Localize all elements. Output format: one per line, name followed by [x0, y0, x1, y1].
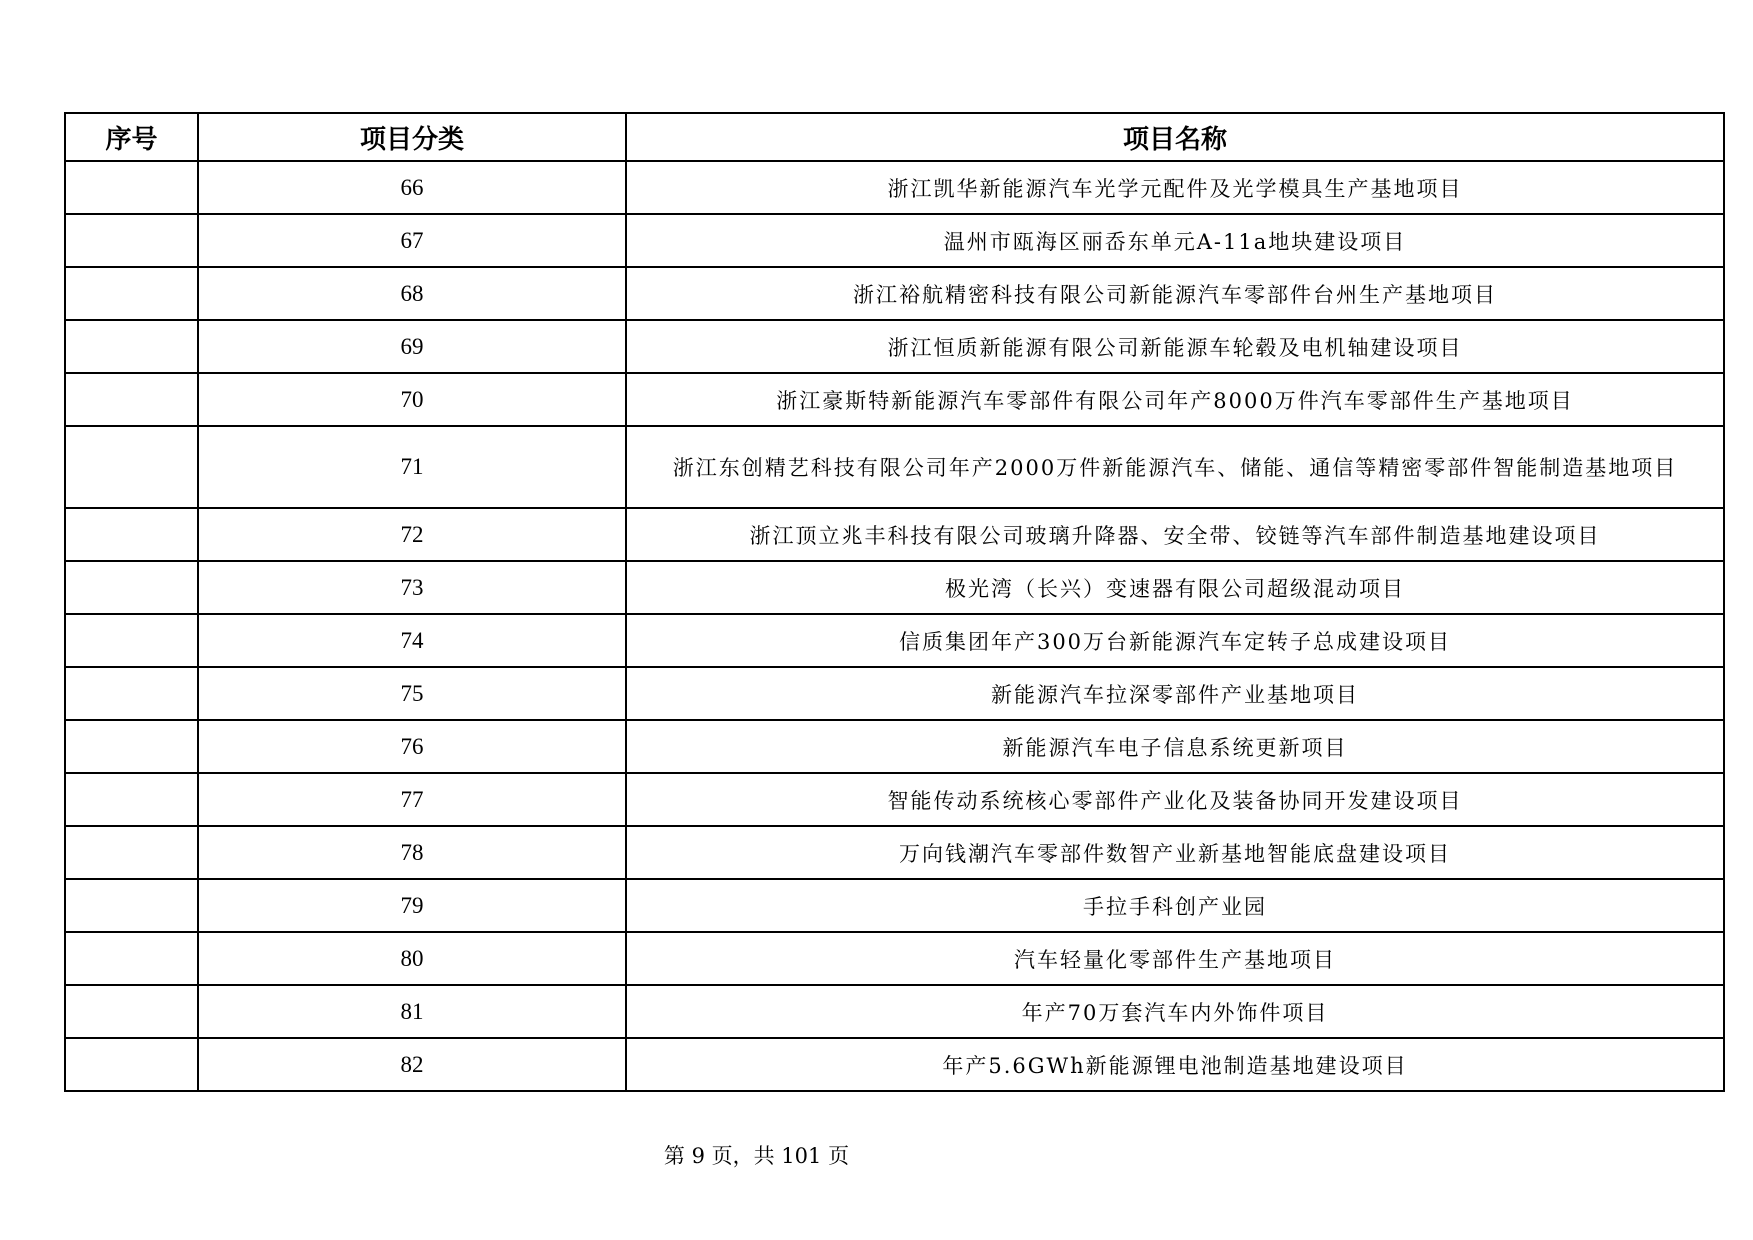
cell-category: 70 — [198, 373, 626, 426]
cell-category: 82 — [198, 1038, 626, 1091]
cell-seq — [65, 985, 198, 1038]
cell-category: 81 — [198, 985, 626, 1038]
cell-name: 信质集团年产300万台新能源汽车定转子总成建设项目 — [626, 614, 1724, 667]
cell-category: 73 — [198, 561, 626, 614]
table-row — [65, 508, 1724, 561]
cell-category: 76 — [198, 720, 626, 773]
cell-seq — [65, 773, 198, 826]
cell-seq — [65, 373, 198, 426]
cell-name: 浙江裕航精密科技有限公司新能源汽车零部件台州生产基地项目 — [626, 267, 1724, 320]
cell-seq — [65, 426, 198, 508]
cell-category: 72 — [198, 508, 626, 561]
cell-seq — [65, 1038, 198, 1091]
table-row — [65, 1038, 1724, 1091]
cell-category: 71 — [198, 426, 626, 508]
table-row — [65, 985, 1724, 1038]
table-row — [65, 667, 1724, 720]
cell-seq — [65, 161, 198, 214]
cell-seq — [65, 826, 198, 879]
cell-name: 浙江豪斯特新能源汽车零部件有限公司年产8000万件汽车零部件生产基地项目 — [626, 373, 1724, 426]
cell-seq — [65, 932, 198, 985]
cell-category: 78 — [198, 826, 626, 879]
table-row — [65, 267, 1724, 320]
project-table-container — [64, 112, 1723, 1092]
table-row — [65, 773, 1724, 826]
cell-name: 浙江东创精艺科技有限公司年产2000万件新能源汽车、储能、通信等精密零部件智能制造基地项目 — [626, 426, 1724, 508]
cell-seq — [65, 320, 198, 373]
cell-category: 75 — [198, 667, 626, 720]
cell-category: 67 — [198, 214, 626, 267]
cell-name: 极光湾（长兴）变速器有限公司超级混动项目 — [626, 561, 1724, 614]
cell-name: 浙江顶立兆丰科技有限公司玻璃升降器、安全带、铰链等汽车部件制造基地建设项目 — [626, 508, 1724, 561]
cell-name: 浙江凯华新能源汽车光学元配件及光学模具生产基地项目 — [626, 161, 1724, 214]
table-header-row — [65, 113, 1724, 161]
cell-name: 年产70万套汽车内外饰件项目 — [626, 985, 1724, 1038]
table-row — [65, 426, 1724, 508]
table-row — [65, 214, 1724, 267]
cell-name: 浙江恒质新能源有限公司新能源车轮毂及电机轴建设项目 — [626, 320, 1724, 373]
cell-seq — [65, 561, 198, 614]
cell-seq — [65, 614, 198, 667]
header-name: 项目名称 — [626, 113, 1724, 161]
cell-name: 智能传动系统核心零部件产业化及装备协同开发建设项目 — [626, 773, 1724, 826]
table-row — [65, 932, 1724, 985]
cell-name: 新能源汽车拉深零部件产业基地项目 — [626, 667, 1724, 720]
header-seq: 序号 — [65, 113, 198, 161]
cell-category: 66 — [198, 161, 626, 214]
cell-seq — [65, 879, 198, 932]
table-row — [65, 720, 1724, 773]
cell-name: 手拉手科创产业园 — [626, 879, 1724, 932]
cell-category: 77 — [198, 773, 626, 826]
cell-seq — [65, 214, 198, 267]
table-row — [65, 826, 1724, 879]
cell-category: 69 — [198, 320, 626, 373]
table-row — [65, 161, 1724, 214]
table-row — [65, 614, 1724, 667]
cell-seq — [65, 508, 198, 561]
table-row — [65, 879, 1724, 932]
cell-category: 80 — [198, 932, 626, 985]
cell-seq — [65, 267, 198, 320]
cell-category: 68 — [198, 267, 626, 320]
cell-name: 温州市瓯海区丽岙东单元A-11a地块建设项目 — [626, 214, 1724, 267]
table-row — [65, 561, 1724, 614]
cell-name: 新能源汽车电子信息系统更新项目 — [626, 720, 1724, 773]
cell-name: 万向钱潮汽车零部件数智产业新基地智能底盘建设项目 — [626, 826, 1724, 879]
cell-name: 汽车轻量化零部件生产基地项目 — [626, 932, 1724, 985]
cell-seq — [65, 667, 198, 720]
page-footer: 第 9 页，共 101 页 — [663, 1144, 850, 1168]
table-row — [65, 320, 1724, 373]
cell-category: 74 — [198, 614, 626, 667]
project-table — [64, 112, 1725, 1092]
header-category: 项目分类 — [198, 113, 626, 161]
cell-category: 79 — [198, 879, 626, 932]
cell-name: 年产5.6GWh新能源锂电池制造基地建设项目 — [626, 1038, 1724, 1091]
table-row — [65, 373, 1724, 426]
cell-seq — [65, 720, 198, 773]
